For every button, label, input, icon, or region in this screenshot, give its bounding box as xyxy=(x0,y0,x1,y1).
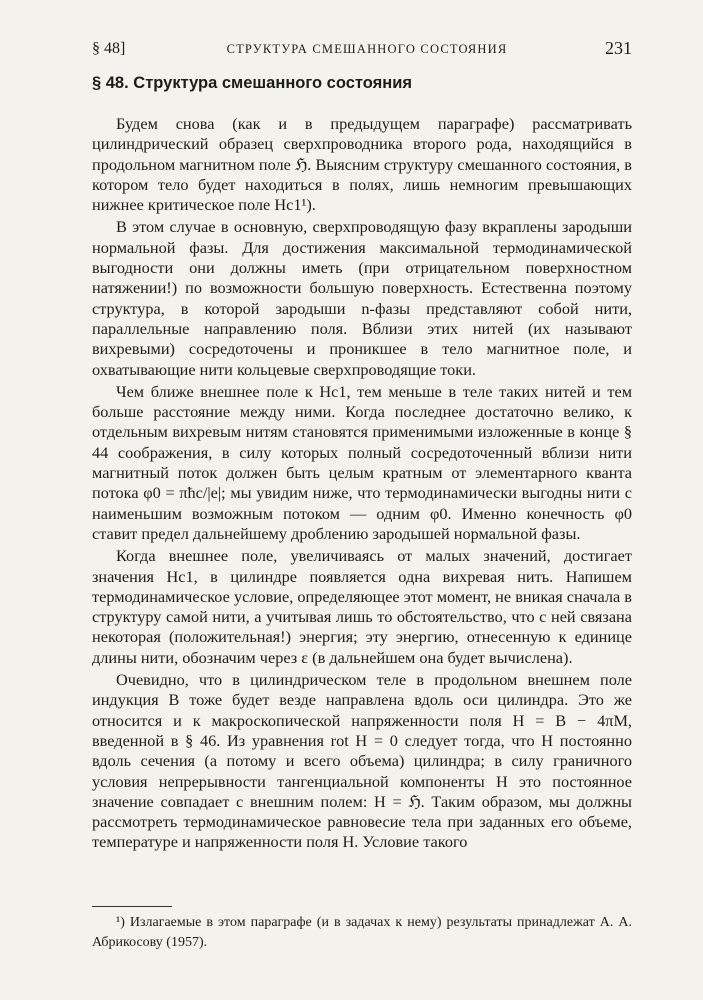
running-header xyxy=(92,38,632,62)
footnote: ¹) Излагаемые в этом параграфе (и в задачах к нему) результаты принадлежат А. А. Абрикосову (1957). xyxy=(92,915,632,950)
footnote-divider xyxy=(92,906,172,907)
header-section: § 48] xyxy=(92,40,126,57)
paragraph-4: Когда внешнее поле, увеличиваясь от малых значений, достигает значения Hc1, в цилиндре появляется одна вихревая нить. Напишем термодинамическое условие, определяющее этот момент, не вникая сначала в структуру самой нити, а учитывая лишь то обстоятельство, что с ней связана некоторая (положительная!) энергия; эту энергию, отнесенную к единице длины нити, обозначим через ε (в дальнейшем она будет вычислена). xyxy=(92,546,632,667)
paragraph-5: Очевидно, что в цилиндрическом теле в продольном внешнем поле индукция B тоже будет везде направлена вдоль оси цилиндра. Это же относится и к макроскопической напряженности поля H = B − 4πM, введенной в § 46. Из уравнения rot H = 0 следует тогда, что H постоянно вдоль сечения (а потому и всего объема) цилиндра; в силу граничного условия непрерывности тангенциальной компоненты H это постоянное значение совпадает с внешним полем: H = ℌ. Таким образом, мы должны рассмотреть термодинамическое равновесие тела при заданных его объеме, температуре и напряженности поля H. Условие такого xyxy=(92,670,632,852)
section-title: § 48. Структура смешанного состояния xyxy=(92,74,412,92)
paragraph-1: Будем снова (как и в предыдущем параграфе) рассматривать цилиндрический образец сверхпроводника второго рода, находящийся в продольном магнитном поле ℌ. Выясним структуру смешанного состояния, в котором тело будет находиться в полях, лишь немногим превышающих нижнее критическое поле Hc1¹). xyxy=(92,114,632,215)
paragraph-3: Чем ближе внешнее поле к Hc1, тем меньше в теле таких нитей и тем больше расстояние между ними. Когда последнее достаточно велико, к отдельным вихревым нитям становятся применимыми изложенные в конце § 44 соображения, в силу которых полный сосредоточенный вблизи нити магнитный поток должен быть целым кратным от элементарного кванта потока φ0 = πħc/|e|; мы увидим ниже, что термодинамически выгодны нити с наименьшим возможным потоком — одним φ0. Именно конечность φ0 ставит предел дальнейшему дроблению зародышей нормальной фазы. xyxy=(92,381,632,543)
header-running-title: СТРУКТУРА СМЕШАННОГО СОСТОЯНИЯ xyxy=(226,42,508,56)
page-number: 231 xyxy=(605,38,632,58)
main-text xyxy=(92,114,632,853)
paragraph-2: В этом случае в основную, сверхпроводящую фазу вкраплены зародыши нормальной фазы. Для достижения максимальной термодинамической выгодности они должны иметь (при отрицательном поверхностном натяжении!) по возможности большую поверхность. Естественна поэтому структура, в которой зародыши n-фазы представляют собой нити, параллельные направлению поля. Вблизи этих нитей (их называют вихревыми) сосредоточены и проникшее в тело магнитное поле, и охватывающие нити кольцевые сверхпроводящие токи. xyxy=(92,217,632,379)
